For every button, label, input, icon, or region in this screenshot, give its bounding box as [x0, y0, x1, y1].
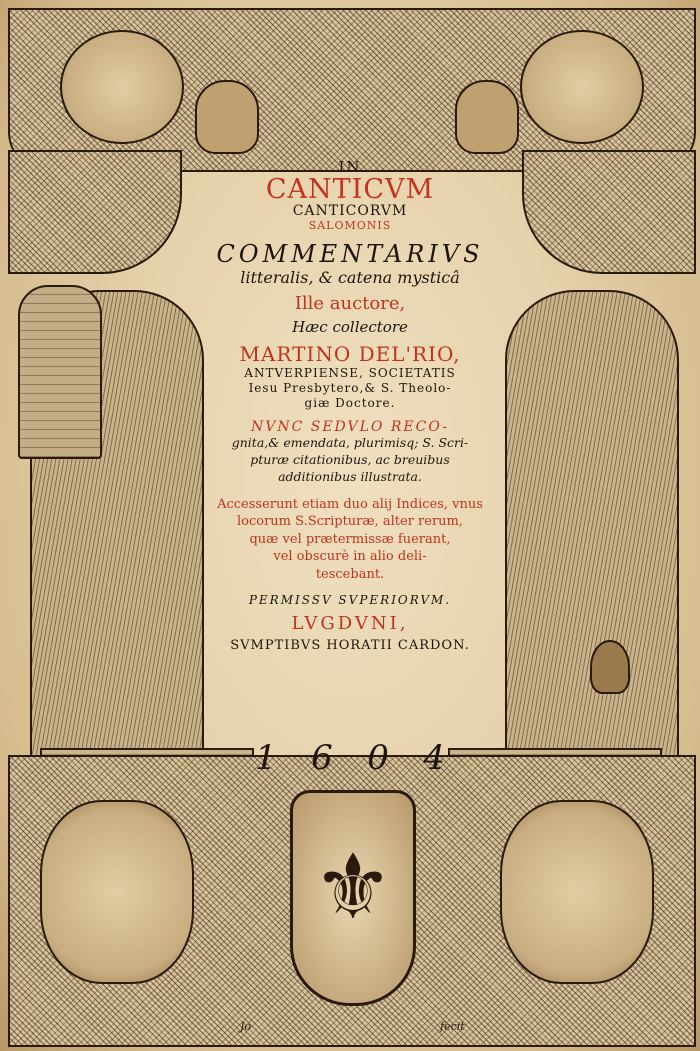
evangelist-mark-vignette: [520, 30, 644, 144]
year-digit: 6: [311, 738, 333, 778]
author-affiliation-1: ANTVERPIENSE, SOCIETATIS: [244, 366, 456, 380]
year-digit: 1: [255, 738, 277, 778]
author-affiliation-2: Iesu Presbytero,& S. Theolo-: [248, 381, 452, 395]
indices-note-5: tescebant.: [315, 566, 385, 582]
indices-note-2: locorum S.Scripturæ, alter rerum,: [236, 514, 463, 530]
censer-icon: [590, 640, 630, 694]
author-affiliation-3: giæ Doctore.: [304, 396, 396, 410]
title-in: IN: [338, 158, 362, 176]
title-canticorum: CANTICORVM: [292, 203, 408, 219]
title-text-block: [200, 158, 500, 653]
edition-note-1: gnita,& emendata, plurimisq; S. Scri-: [231, 435, 469, 450]
aaron-high-priest-figure: [505, 290, 679, 764]
title-canticum: CANTICVM: [265, 174, 435, 205]
engraver-signature-left: Jo: [240, 1020, 252, 1033]
year-digit: 0: [367, 738, 389, 778]
imprint-publisher: SVMPTIBVS HORATII CARDON.: [230, 638, 470, 654]
fleur-de-lis-icon: ⚜: [312, 835, 394, 940]
law-tablets: [18, 285, 102, 459]
edition-note-heading: NVNC SEDVLO RECO-: [250, 419, 450, 435]
left-arch-ornament: [8, 150, 182, 274]
ille-auctore: Ille auctore,: [294, 293, 406, 314]
flower-vase-left: [195, 80, 259, 154]
title-salomonis: SALOMONIS: [308, 219, 392, 232]
year-digit: 4: [423, 738, 445, 778]
title-commentarius: COMMENTARIVS: [216, 240, 484, 268]
flower-vase-right: [455, 80, 519, 154]
indices-note-4: vel obscurè in alio deli-: [273, 549, 427, 565]
permissu-superiorum: PERMISSV SVPERIORVM.: [248, 593, 452, 608]
publication-year: [255, 738, 445, 778]
evangelist-john-vignette: [500, 800, 654, 984]
edition-note-2: pturæ citationibus, ac breuibus: [250, 451, 450, 467]
imprint-place: LVGDVNI,: [291, 613, 409, 635]
author-name: MARTINO DEL'RIO,: [239, 342, 461, 366]
edition-note-3: additionibus illustrata.: [278, 468, 422, 484]
indices-note-1: Accesserunt etiam duo alij Indices, vnus: [217, 496, 483, 512]
haec-collectore: Hæc collectore: [292, 318, 408, 336]
evangelist-luke-vignette: [40, 800, 194, 984]
coat-of-arms-shield: [290, 790, 416, 1006]
subtitle-litteralis: litteralis, & catena mysticâ: [240, 268, 460, 287]
indices-note-3: quæ vel prætermissæ fuerant,: [249, 531, 451, 547]
engraver-signature-right: fecit: [440, 1020, 465, 1033]
evangelist-matthew-vignette: [60, 30, 184, 144]
right-arch-ornament: [522, 150, 696, 274]
